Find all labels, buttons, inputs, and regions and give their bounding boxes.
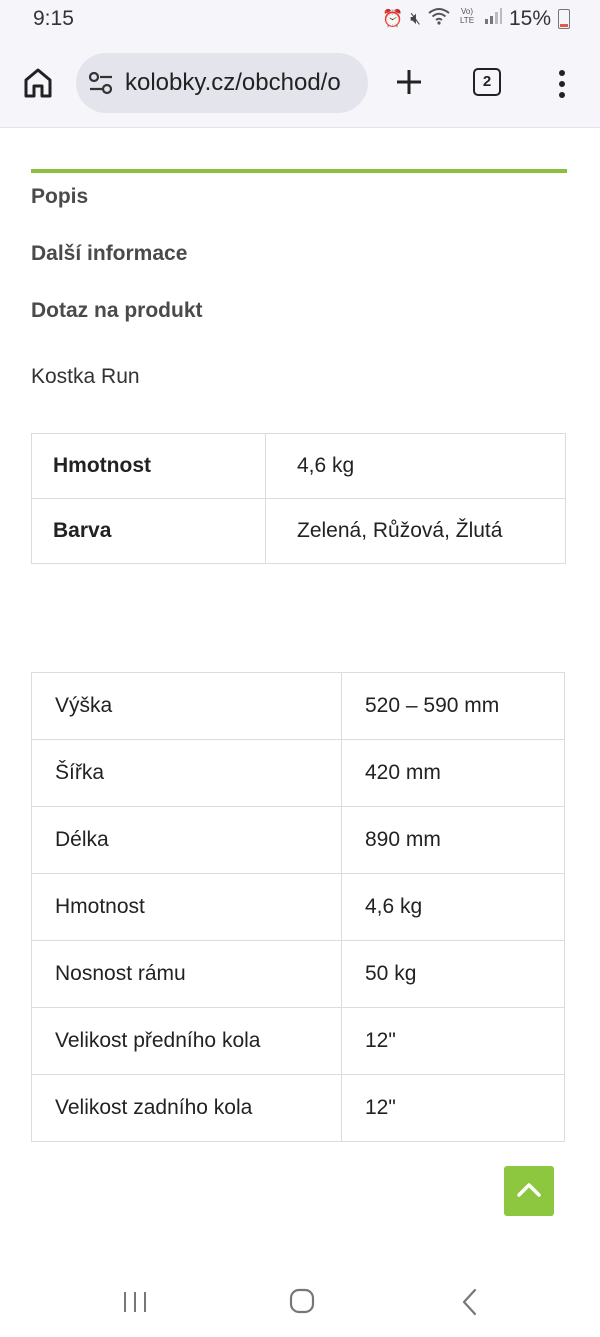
- table-row: [32, 740, 565, 807]
- spec-value: 50 kg: [342, 941, 565, 1008]
- url-text[interactable]: kolobky.cz/obchod/o: [125, 69, 341, 96]
- battery-percent: 15%: [508, 7, 551, 30]
- spec-name: Hmotnost: [32, 874, 342, 941]
- wifi-icon: [428, 7, 450, 31]
- status-bar: [0, 0, 600, 40]
- table-row: [32, 1008, 565, 1075]
- mute-icon: 🔇︎: [410, 9, 421, 28]
- nav-home-icon[interactable]: [289, 1288, 315, 1314]
- alarm-icon: ⏰: [382, 9, 404, 28]
- spec-name: Velikost zadního kola: [32, 1075, 342, 1142]
- table-row: [32, 1075, 565, 1142]
- table-row: [32, 434, 566, 499]
- product-description: Kostka Run: [31, 365, 140, 388]
- attribute-name: Hmotnost: [32, 434, 266, 499]
- attribute-name: Barva: [32, 499, 266, 564]
- spec-name: Délka: [32, 807, 342, 874]
- table-row: [32, 499, 566, 564]
- status-icons: [382, 6, 570, 32]
- recent-apps-icon[interactable]: [122, 1290, 148, 1314]
- svg-text:LTE: LTE: [459, 16, 475, 25]
- volte-icon: [457, 6, 477, 32]
- spec-value: 890 mm: [342, 807, 565, 874]
- tab-dotaz-na-produkt[interactable]: Dotaz na produkt: [31, 299, 203, 322]
- table-row: [32, 673, 565, 740]
- specs-table: [31, 672, 565, 1142]
- site-settings-icon[interactable]: [88, 71, 114, 95]
- home-icon[interactable]: [20, 65, 56, 101]
- spec-value: 12": [342, 1075, 565, 1142]
- svg-text:Vo): Vo): [460, 7, 473, 16]
- table-row: [32, 807, 565, 874]
- signal-icon: [484, 8, 502, 30]
- battery-icon: [558, 9, 570, 29]
- table-row: [32, 874, 565, 941]
- scroll-to-top-button[interactable]: [504, 1166, 554, 1216]
- tab-popis[interactable]: Popis: [31, 185, 89, 208]
- spec-name: Výška: [32, 673, 342, 740]
- spec-name: Velikost předního kola: [32, 1008, 342, 1075]
- system-nav-bar: [0, 1265, 600, 1337]
- chevron-up-icon: [504, 1166, 554, 1216]
- spec-value: 12": [342, 1008, 565, 1075]
- table-row: [32, 941, 565, 1008]
- new-tab-icon[interactable]: [392, 64, 426, 100]
- spec-name: Šířka: [32, 740, 342, 807]
- tab-dalsi-informace[interactable]: Další informace: [31, 242, 188, 265]
- more-menu-icon[interactable]: [552, 66, 572, 102]
- back-icon[interactable]: [460, 1287, 480, 1317]
- url-bar[interactable]: [76, 53, 368, 113]
- attribute-value: Zelená, Růžová, Žlutá: [266, 499, 566, 564]
- browser-toolbar: [0, 40, 600, 128]
- attributes-table: [31, 433, 566, 564]
- status-time: 9:15: [33, 7, 74, 30]
- attribute-value: 4,6 kg: [266, 434, 566, 499]
- spec-value: 4,6 kg: [342, 874, 565, 941]
- spec-value: 420 mm: [342, 740, 565, 807]
- spec-name: Nosnost rámu: [32, 941, 342, 1008]
- spec-value: 520 – 590 mm: [342, 673, 565, 740]
- active-tab-indicator: [31, 169, 567, 173]
- tab-switcher-button[interactable]: 2: [473, 68, 501, 96]
